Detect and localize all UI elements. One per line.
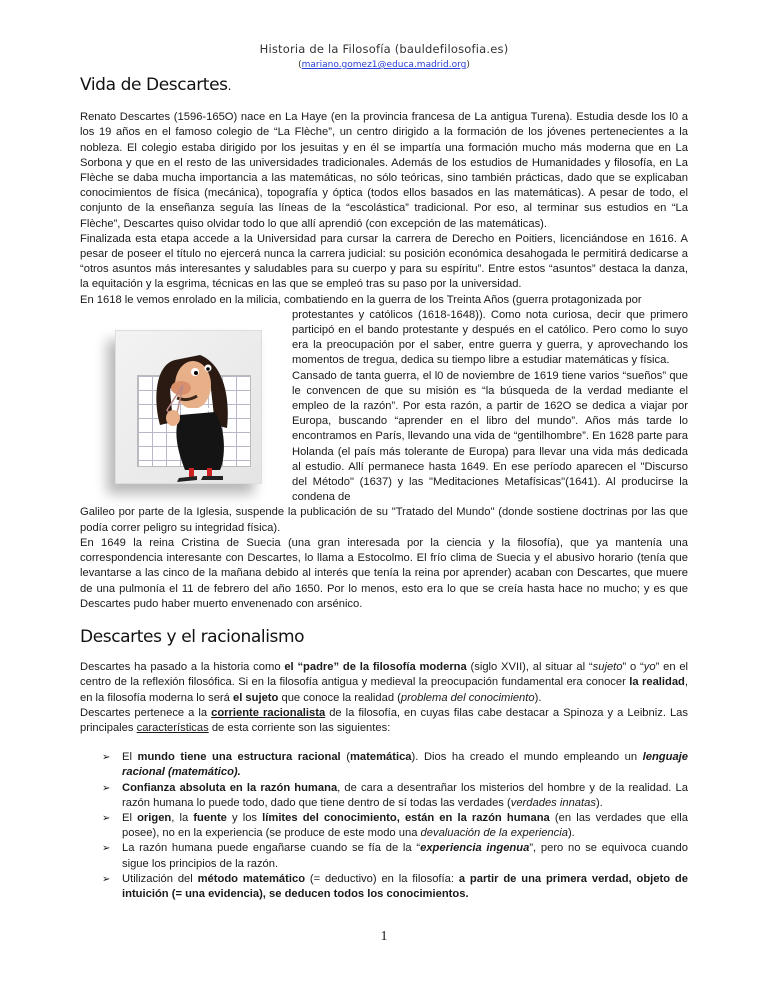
arrow-bullet-icon: ➢ <box>102 812 111 824</box>
paragraph-military: protestantes y católicos (1618-1648)). Como nota curiosa, decir que primero participó en el bando protestante y después en el católico. Pero como lo suyo era la preocupación por el saber, entre guerra y guerra, y aprovechando los momentos de tregua, dedica su tiempo libre a estudiar matemáticas y física. <box>292 308 688 367</box>
paragraph-travels: Cansado de tanta guerra, el l0 de noviembre de 1619 tiene varios “sueños” que le convencen de que su misión es “la búsqueda de la verdad mediante el empleo de la razón”. Por esta razón, a partir de 162O se dedica a viajar por Europa, buscando “aprender en el libro del mundo”. Años más tarde lo encontramos en París, llevando una vida de “gentilhombre”. En 1628 parte para Holanda (el país más tolerante de Europa) para llevar una vida más dedicada al estudio. Allí permanece hasta 1649. En ese período aparecen el "Discurso del Método" (1637) y las "Meditaciones Metafísicas"(1641). Al producirse la condena de <box>292 369 688 504</box>
text: , la <box>171 811 194 824</box>
bold-text: mundo tiene una estructura racional <box>137 751 341 764</box>
bold-text: el sujeto <box>232 691 279 704</box>
underlined-text: características <box>136 721 209 734</box>
bold-text: fuente <box>193 811 227 824</box>
bold-italic-text: lenguaje racional (matemático). <box>122 751 689 779</box>
text: y los <box>226 811 263 824</box>
list-item <box>102 781 688 811</box>
paragraph-military-intro: En 1618 le vemos enrolado en la milicia, combatiendo en la guerra de los Treinta Años (guerra protagonizada por <box>80 293 642 306</box>
paragraph-sweden: En 1649 la reina Cristina de Suecia (una gran interesada por la ciencia y la filosofía), que ya mantenía una correspondencia interesante con Descartes, lo llama a Estocolmo. El frío clima de Suecia y el abusivo horario (tenía que levantarse a las cinco de la mañana debido al interés que tenía la reina por aprender) acaban con Descartes, que muere de una pulmonía el 11 de febrero del año 1650. Por lo menos, esto era lo que se creía hasta hace no mucho; y es que Descartes pudo haber muerto envenenado con arsénico. <box>80 536 688 610</box>
bold-text: método matemático <box>197 872 306 885</box>
italic-text: verdades innatas <box>510 796 596 809</box>
italic-text: yo <box>643 661 656 674</box>
list-item <box>102 811 688 841</box>
heading-dot: . <box>227 79 232 93</box>
text: (= deductivo) en la filosofía: <box>305 872 459 885</box>
paragraph-galileo: Galileo por parte de la Iglesia, suspende la publicación de su "Tratado del Mundo" (donde sostiene doctrinas por las que podía correr peligro su integridad física). <box>80 506 688 534</box>
text: , de cara a desentrañar los misterios del hombre y de la realidad. La razón humana lo puede todo, dado que tiene dentro de sí todas las verdades ( <box>122 781 688 809</box>
text: (en las verdades que ella posee), no en la experiencia (se produce de este modo una <box>122 811 688 840</box>
text: La razón humana puede engañarse cuando se fía de la “ <box>122 842 421 855</box>
arrow-bullet-icon: ➢ <box>102 843 111 855</box>
list-item <box>102 750 688 780</box>
list-item <box>102 841 688 871</box>
text: ). Dios ha creado el mundo empleando un <box>411 751 643 764</box>
arrow-bullet-icon: ➢ <box>102 782 111 794</box>
text: Descartes pertenece a la <box>80 706 212 719</box>
text: de esta corriente son las siguientes: <box>208 721 391 734</box>
page-header <box>0 42 768 70</box>
document-body <box>80 75 689 902</box>
bold-text: límites del conocimiento, están en la razón humana <box>262 811 550 824</box>
paragraph-rationalist-current <box>80 706 688 736</box>
text: ”, pero no se equivoca cuando sigue los principios de la razón. <box>122 842 688 870</box>
text: ( <box>340 751 350 764</box>
bold-text: el “padre” de la filosofía moderna <box>284 661 467 674</box>
section-heading-racionalismo: Descartes y el racionalismo <box>80 626 305 647</box>
text: ). <box>595 796 603 809</box>
paragraph-university: Finalizada esta etapa accede a la Universidad para cursar la carrera de Derecho en Poitiers, licenciándose en 1616. A pesar de poseer el título no ejercerá nunca la carrera judicial: su posición económica desahogada le permitirá dedicarse a “otros asuntos más interesantes y saludables para su cuerpo y para su espíritu”. Entre estos “asuntos” destaca la danza, la equitación y la esgrima, técnicas en las que se empleó tras su paso por la universidad. <box>80 232 688 291</box>
heading-text: Vida de Descartes <box>80 75 228 95</box>
bold-text: a partir de una primera verdad, objeto de intuición (= una evidencia), se deducen todos los conocimientos. <box>122 872 688 900</box>
header-title: Historia de la Filosofía (bauldefilosofia.es) <box>259 42 509 56</box>
text: ” en el centro de la reflexión filosófica. Si en la filosofía antigua y medieval la preocupación fundamental era conocer <box>80 661 689 689</box>
italic-text: sujeto <box>592 661 623 674</box>
paren-close: ) <box>466 60 470 70</box>
arrow-bullet-icon: ➢ <box>102 873 111 885</box>
email-link[interactable]: mariano.gomez1@educa.madrid.org <box>301 60 467 70</box>
header-email-line <box>0 60 768 70</box>
text: ” o “ <box>622 661 644 674</box>
bold-italic-text: experiencia ingenua <box>420 842 530 855</box>
paren-open: ( <box>298 60 302 70</box>
characteristics-list <box>80 750 688 902</box>
paragraph-early-life: Renato Descartes (1596-165O) nace en La Haye (en la provincia francesa de La antigua Turena). Estudia desde los l0 a los 19 años en el famoso colegio de “La Flèche”, un centro dirigido a la formación de los jóvenes pertenecientes a la nobleza. El colegio estaba dirigido por los jesuitas y en él se impartía una formación mucho más moderna que en La Sorbona y que en el resto de las universidades tradicionales. Además de los estudios de Humanidades y filosofía, en La Flèche se daba mucha importancia a las matemáticas, no sólo teóricas, sino también prácticas, dado que se explicaban conocimientos de física (mecánica), topografía y óptica (todos ellos basados en las matemáticas). A pesar de todo, el conjunto de la enseñanza seguía las líneas de la “escolástica” tradicional. Por eso, al terminar sus estudios en “La Flèche”, Descartes quiso olvidar todo lo que allí aprendió (con excepción de las matemáticas). <box>80 111 688 230</box>
text: , en la filosofía moderna lo será <box>80 676 689 704</box>
text: Descartes ha pasado a la historia como <box>80 661 285 674</box>
italic-text: problema del conocimiento <box>400 691 535 704</box>
text: que conoce la realidad ( <box>278 691 401 704</box>
page-number: 1 <box>380 929 388 944</box>
text: ). <box>534 691 542 704</box>
bold-underlined-text: corriente racionalista <box>211 706 326 719</box>
text: (siglo XVII), al situar al “ <box>466 661 593 674</box>
bold-text: origen <box>137 811 172 824</box>
text: Utilización del <box>122 872 198 885</box>
italic-text: devaluación de la experiencia <box>420 827 568 840</box>
text: de la filosofía, en cuyas filas cabe destacar a Spinoza y a Leibniz. Las principales <box>80 706 688 734</box>
arrow-bullet-icon: ➢ <box>102 752 111 764</box>
text: El <box>122 811 138 824</box>
paragraph-father-modern-philosophy <box>80 660 688 706</box>
text: El <box>122 751 138 764</box>
list-item <box>102 872 688 902</box>
bold-text: matemática <box>349 751 412 764</box>
text: ). <box>567 827 575 840</box>
section-heading-vida <box>80 75 688 95</box>
bold-text: la realidad <box>629 676 685 689</box>
bold-text: Confianza absoluta en la razón humana <box>122 781 338 794</box>
